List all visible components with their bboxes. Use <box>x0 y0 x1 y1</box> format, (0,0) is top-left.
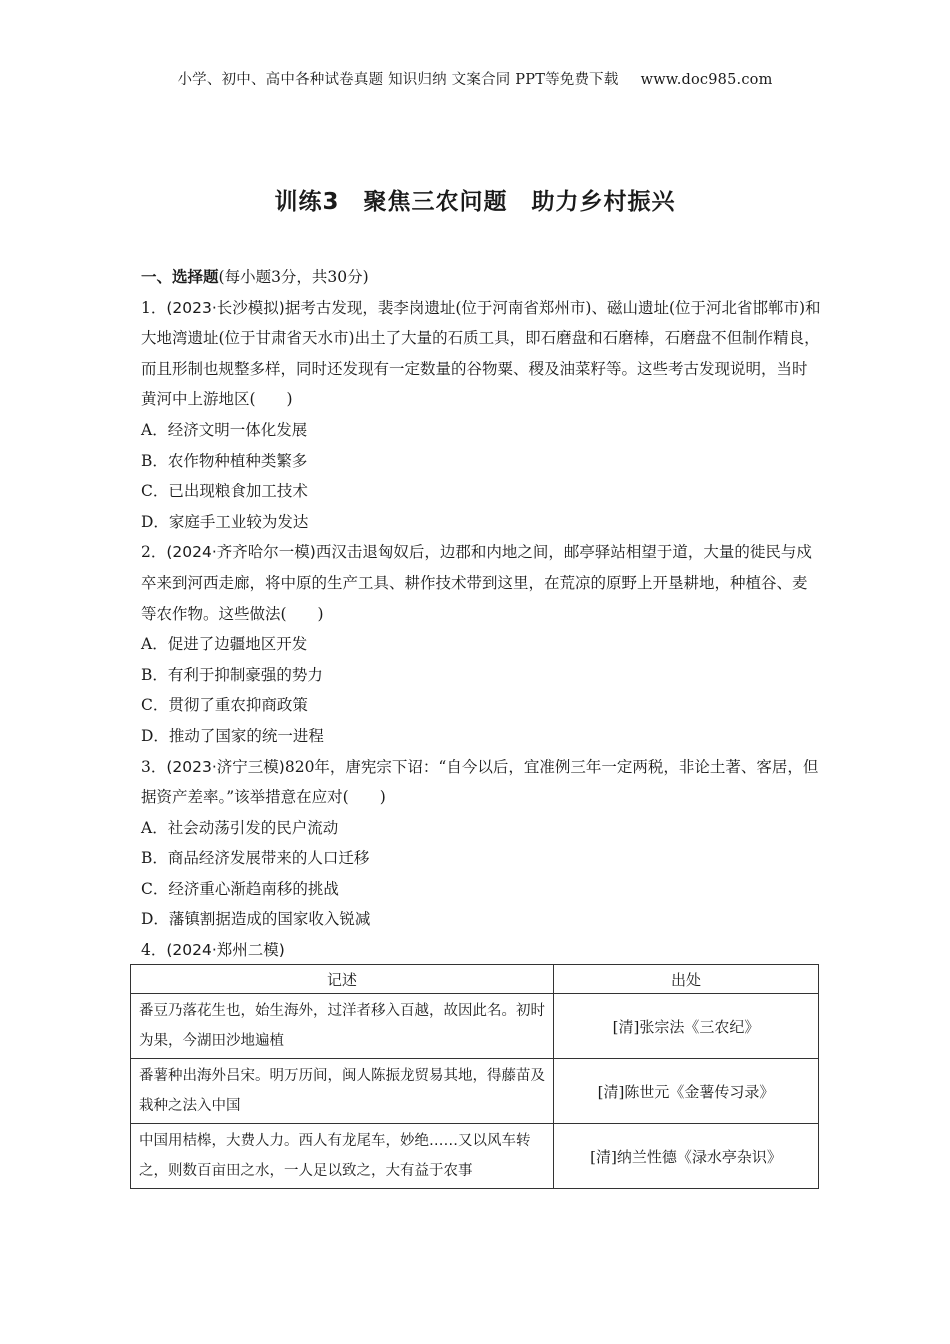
table-header-row <box>131 965 819 994</box>
question-2-option-c: C．贯彻了重农抑商政策 <box>141 696 308 715</box>
header-text: 小学、初中、高中各种试卷真题 知识归纳 文案合同 PPT等免费下载 <box>177 72 619 88</box>
question-4-table <box>130 964 819 1189</box>
header-site: www.doc985.com <box>640 72 773 88</box>
question-2-option-d: D．推动了国家的统一进程 <box>141 726 324 745</box>
table-cell-record: 番薯种出海外吕宋。明万历间，闽人陈振龙贸易其地，得藤苗及栽种之法入中国 <box>131 1059 554 1124</box>
page-title: 训练3 聚焦三农问题 助力乡村振兴 <box>274 189 676 215</box>
table-row <box>131 994 819 1059</box>
column-header-record: 记述 <box>131 965 554 994</box>
table-cell-record: 中国用桔槔，大费人力。西人有龙尾车，妙绝……又以风车转之，则数百亩田之水，一人足以致之，大有益于农事 <box>131 1124 554 1189</box>
page-header <box>0 68 950 89</box>
question-1-option-b: B．农作物种植种类繁多 <box>141 451 308 470</box>
question-1-option-c: C．已出现粮食加工技术 <box>141 482 308 501</box>
table-row <box>131 1124 819 1189</box>
question-3-stem: 3．(2023·济宁三模)820年，唐宪宗下诏：“自今以后，宜准例三年一定两税，非论土著、客居，但据资产差率。”该举措意在应对( ) <box>141 757 819 807</box>
question-list <box>141 262 821 966</box>
question-2-option-a: A．促进了边疆地区开发 <box>141 635 308 654</box>
question-3-option-d: D．藩镇割据造成的国家收入锐减 <box>141 910 371 929</box>
question-2-stem: 2．(2024·齐齐哈尔一模)西汉击退匈奴后，边郡和内地之间，邮亭驿站相望于道，大量的徙民与戍卒来到河西走廊，将中原的生产工具、耕作技术带到这里，在荒凉的原野上开垦耕地，种植谷、麦等农作物。这些做法( ) <box>141 543 812 623</box>
table-cell-source: [清]张宗法《三农纪》 <box>554 994 819 1059</box>
section-heading: 一、选择题(每小题3分，共30分) <box>141 268 369 286</box>
question-3-option-a: A．社会动荡引发的民户流动 <box>141 818 339 837</box>
question-3-option-c: C．经济重心渐趋南移的挑战 <box>141 879 339 898</box>
table-cell-record: 番豆乃落花生也，始生海外，过洋者移入百越，故因此名。初时为果，今湖田沙地遍植 <box>131 994 554 1059</box>
table-cell-source: [清]陈世元《金薯传习录》 <box>554 1059 819 1124</box>
question-1-option-a: A．经济文明一体化发展 <box>141 420 308 439</box>
column-header-source: 出处 <box>554 965 819 994</box>
table-cell-source: [清]纳兰性德《渌水亭杂识》 <box>554 1124 819 1189</box>
question-2-option-b: B．有利于抑制豪强的势力 <box>141 665 323 684</box>
table-row <box>131 1059 819 1124</box>
question-4-stem: 4．(2024·郑州二模) <box>141 941 285 960</box>
question-1-stem: 1．(2023·长沙模拟)据考古发现，裴李岗遗址(位于河南省郑州市)、磁山遗址(位于河北省邯郸市)和大地湾遗址(位于甘肃省天水市)出土了大量的石质工具，即石磨盘和石磨棒，石磨盘不但制作精良，而且形制也规整多样，同时还发现有一定数量的谷物粟、稷及油菜籽等。这些考古发现说明，当时黄河中上游地区( ) <box>141 298 821 409</box>
question-1-option-d: D．家庭手工业较为发达 <box>141 512 309 531</box>
question-3-option-b: B．商品经济发展带来的人口迁移 <box>141 849 370 868</box>
